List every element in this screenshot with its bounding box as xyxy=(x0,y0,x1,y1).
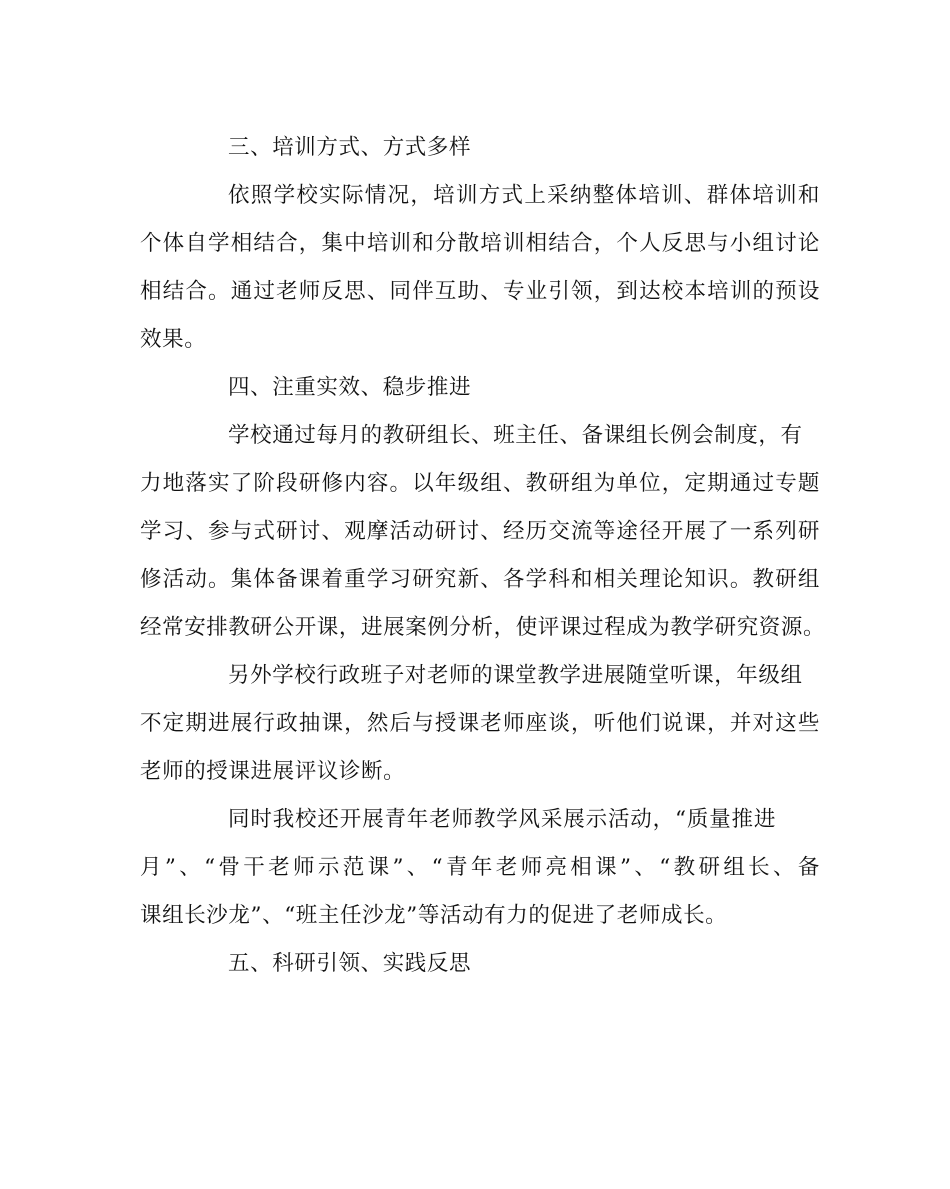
paragraph-line: 依照学校实际情况，培训方式上采纳整体培训、群体培训和 xyxy=(228,183,820,208)
paragraph-line: 课组长沙龙”、“班主任沙龙”等活动有力的促进了老师成长。 xyxy=(140,903,728,928)
paragraph-line: 力地落实了阶段研修内容。以年级组、教研组为单位，定期通过专题 xyxy=(140,471,820,496)
paragraph-line: 月”、“骨干老师示范课”、“青年老师亮相课”、“教研组长、备 xyxy=(140,855,820,880)
paragraph-line: 另外学校行政班子对老师的课堂教学进展随堂听课，年级组 xyxy=(228,663,803,688)
paragraph-line: 相结合。通过老师反思、同伴互助、专业引领，到达校本培训的预设 xyxy=(140,279,820,304)
paragraph-line: 学校通过每月的教研组长、班主任、备课组长例会制度，有 xyxy=(228,423,803,448)
paragraph-line: 同时我校还开展青年老师教学风采展示活动，“质量推进 xyxy=(228,807,776,832)
paragraph-line: 修活动。集体备课着重学习研究新、各学科和相关理论知识。教研组 xyxy=(140,567,820,592)
paragraph-line: 经常安排教研公开课，进展案例分析，使评课过程成为教学研究资源。 xyxy=(140,615,826,640)
section-heading-3: 三、培训方式、方式多样 xyxy=(228,135,472,160)
paragraph-line: 个体自学相结合，集中培训和分散培训相结合，个人反思与小组讨论 xyxy=(140,231,820,256)
section-heading-4: 四、注重实效、稳步推进 xyxy=(228,375,472,400)
paragraph-line: 老师的授课进展评议诊断。 xyxy=(140,759,406,784)
paragraph-line: 效果。 xyxy=(140,327,207,352)
paragraph-line: 学习、参与式研讨、观摩活动研讨、经历交流等途径开展了一系列研 xyxy=(140,519,820,544)
paragraph-line: 不定期进展行政抽课，然后与授课老师座谈，听他们说课，并对这些 xyxy=(140,711,820,736)
section-heading-5: 五、科研引领、实践反思 xyxy=(228,951,472,976)
